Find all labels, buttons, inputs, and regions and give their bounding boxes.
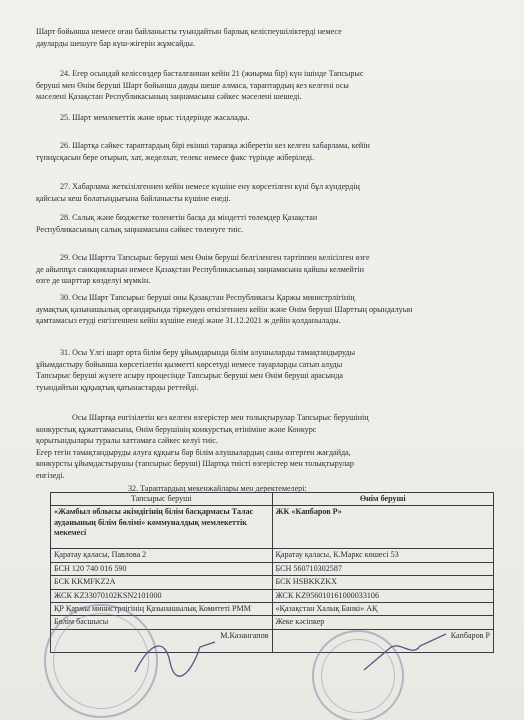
paragraph-line: 26. Шартқа сәйкес тараптардың бірі екінші тарапқа жіберетін кез келген хабарлама, кейін	[60, 141, 370, 150]
paragraph-line: 30. Осы Шарт Тапсырыс беруші оны Қазақстан Республикасы Қаржы министрлігінің	[60, 293, 355, 302]
customer-bik: БСК KKMFKZ2A	[51, 576, 273, 589]
customer-role: Тапсырыс беруші	[51, 493, 273, 506]
paragraph-line: қамтамасыз етуді енгізгеннен кейін күшіне енеді және 31.12.2021 ж дейін қолданылады.	[36, 316, 341, 326]
customer-signer-name: М.Казангапов	[220, 630, 269, 640]
paragraph-line: беруші мен Өнім беруші Шарт бойынша дауды шеше алмаса, тараптардың кез келгені осы	[36, 80, 349, 90]
paragraph-line: қорытындылары туралы хаттамаға сәйкес келуі тиіс.	[36, 436, 218, 446]
supplier-bank: «Қазақстан Халық Банкі» АҚ	[272, 603, 494, 616]
supplier-iik: ЖСК KZ956010161000033106	[272, 589, 494, 602]
paragraph-line: 29. Осы Шартта Тапсырыс беруші мен Өнім беруші белгіленген тәртіппен келісілген өзге	[60, 253, 370, 262]
paragraph-line: конкурсты ұйымдастырушы (тапсырыс беруші) Шартқа тиісті өзгерістер мен толықтырулар	[36, 459, 354, 469]
paragraph-line: Республикасының салық заңнамасына сәйкес төленуге тиіс.	[36, 224, 244, 234]
paragraph	[36, 68, 492, 103]
paragraph	[36, 292, 492, 327]
paragraph-line: аумақтық қазынашылық органдарында тіркеуден өткізгеннен кейін және Өнім беруші Шарттың орындалуын	[36, 304, 413, 314]
paragraph-line: мәселені Қазақстан Республикасының заңнамасына сәйкес мәселені шешеді.	[36, 92, 302, 102]
paragraph	[36, 140, 492, 163]
paragraph-line: туындайтын құқықтық қатынастарды реттейді.	[36, 382, 199, 392]
supplier-role: Өнім беруші	[272, 493, 494, 506]
customer-signature	[130, 632, 220, 682]
supplier-name: ЖК «Капбаров Р»	[272, 506, 494, 549]
customer-signer-title: Бөлім басшысы	[51, 616, 273, 629]
paragraph-line: 31. Осы Үлгі шарт орта білім беру ұйымдарында білім алушыларды тамақтандыруды	[60, 348, 356, 357]
supplier-bik: БСК HSBKKZKX	[272, 576, 494, 589]
paragraph-line: Осы Шартқа енгізілетін кез келген өзгерістер мен толықтырулар Тапсырыс берушінің	[72, 413, 369, 422]
customer-iik: ЖСК KZ33070102KSN2101000	[51, 589, 273, 602]
paragraph-line: Егер тегін тамақтандыруды алуға құқығы бар білім алушылардың саны өзгерген жағдайда,	[36, 447, 351, 457]
paragraph	[36, 412, 492, 482]
customer-bank: ҚР Қаржы министрлігінің Қазынашылық Комитеті РММ	[51, 603, 273, 616]
paragraph-line: 27. Хабарлама жеткізілгеннен кейін немесе күшіне ену көрсетілген күні бұл күндердің	[60, 182, 360, 191]
customer-bin: БСН 120 740 016 590	[51, 562, 273, 575]
paragraph	[36, 181, 492, 204]
paragraph-line: түпнұсқасын бере отырып, хат, жеделхат, телекс немесе факс түрінде жіберіледі.	[36, 152, 315, 162]
paragraph-line: конкурстық құжаттамасына, Өнім берушінің конкурстық өтініміне және Конкурс	[36, 424, 317, 434]
supplier-signer-title: Жеке кәсіпкер	[272, 616, 494, 629]
paragraph	[36, 26, 492, 49]
paragraph-line: Шарт бойынша немесе оған байланысты туындайтын барлық келіспеушіліктерді немесе	[36, 27, 342, 36]
customer-name: «Жамбыл облысы әкімдігінің білім басқармасы Талас ауданының білім бөлімі» коммуналдық мемлекеттік мекемесі	[51, 506, 273, 549]
customer-address: Қаратау қаласы, Павлова 2	[51, 549, 273, 562]
paragraph	[36, 212, 492, 235]
supplier-signature	[360, 628, 450, 678]
paragraph-line: дауларды шешуге бар күш-жігерін жұмсайды.	[36, 38, 196, 48]
paragraph-line: енгізеді.	[36, 470, 65, 480]
supplier-address: Қаратау қаласы, К.Маркс көшесі 53	[272, 549, 494, 562]
supplier-signer-name: Капбаров Р	[450, 630, 490, 640]
paragraph-line: өзге де шарттар көзделуі мүмкін.	[36, 276, 151, 286]
supplier-bin: БСН 560710302587	[272, 562, 494, 575]
paragraph-line: де айыппұл санкцияларын немесе Қазақстан Республикасының заңнамасына қайшы келмейтін	[36, 264, 364, 274]
paragraph-line: ұйымдастыру бойынша көрсетілетін қызметті көрсетуді немесе тауарларды сатып алуды	[36, 359, 343, 369]
paragraph	[36, 252, 492, 287]
paragraph-line: 32. Тараптардың мекенжайлары мен деректемелері:	[128, 484, 307, 493]
paragraph	[36, 347, 492, 393]
paragraph-line: қайсысы кеш болатындығына байланысты күшіне енеді.	[36, 193, 231, 203]
paragraph-line: 25. Шарт мемлекеттік және орыс тілдерінде жасалады.	[60, 113, 250, 122]
paragraph	[36, 112, 492, 124]
paragraph-line: 28. Салық және бюджетке төленетін басқа да міндетті төлемдер Қазақстан	[60, 213, 318, 222]
paragraph-line: Тапсырыс беруші жүзеге асыру процесінде Тапсырыс беруші мен Өнім беруші арасында	[36, 371, 343, 381]
paragraph-line: 24. Егер осындай келіссөздер басталғаннан кейін 21 (жиырма бір) күн ішінде Тапсырыс	[60, 69, 364, 78]
